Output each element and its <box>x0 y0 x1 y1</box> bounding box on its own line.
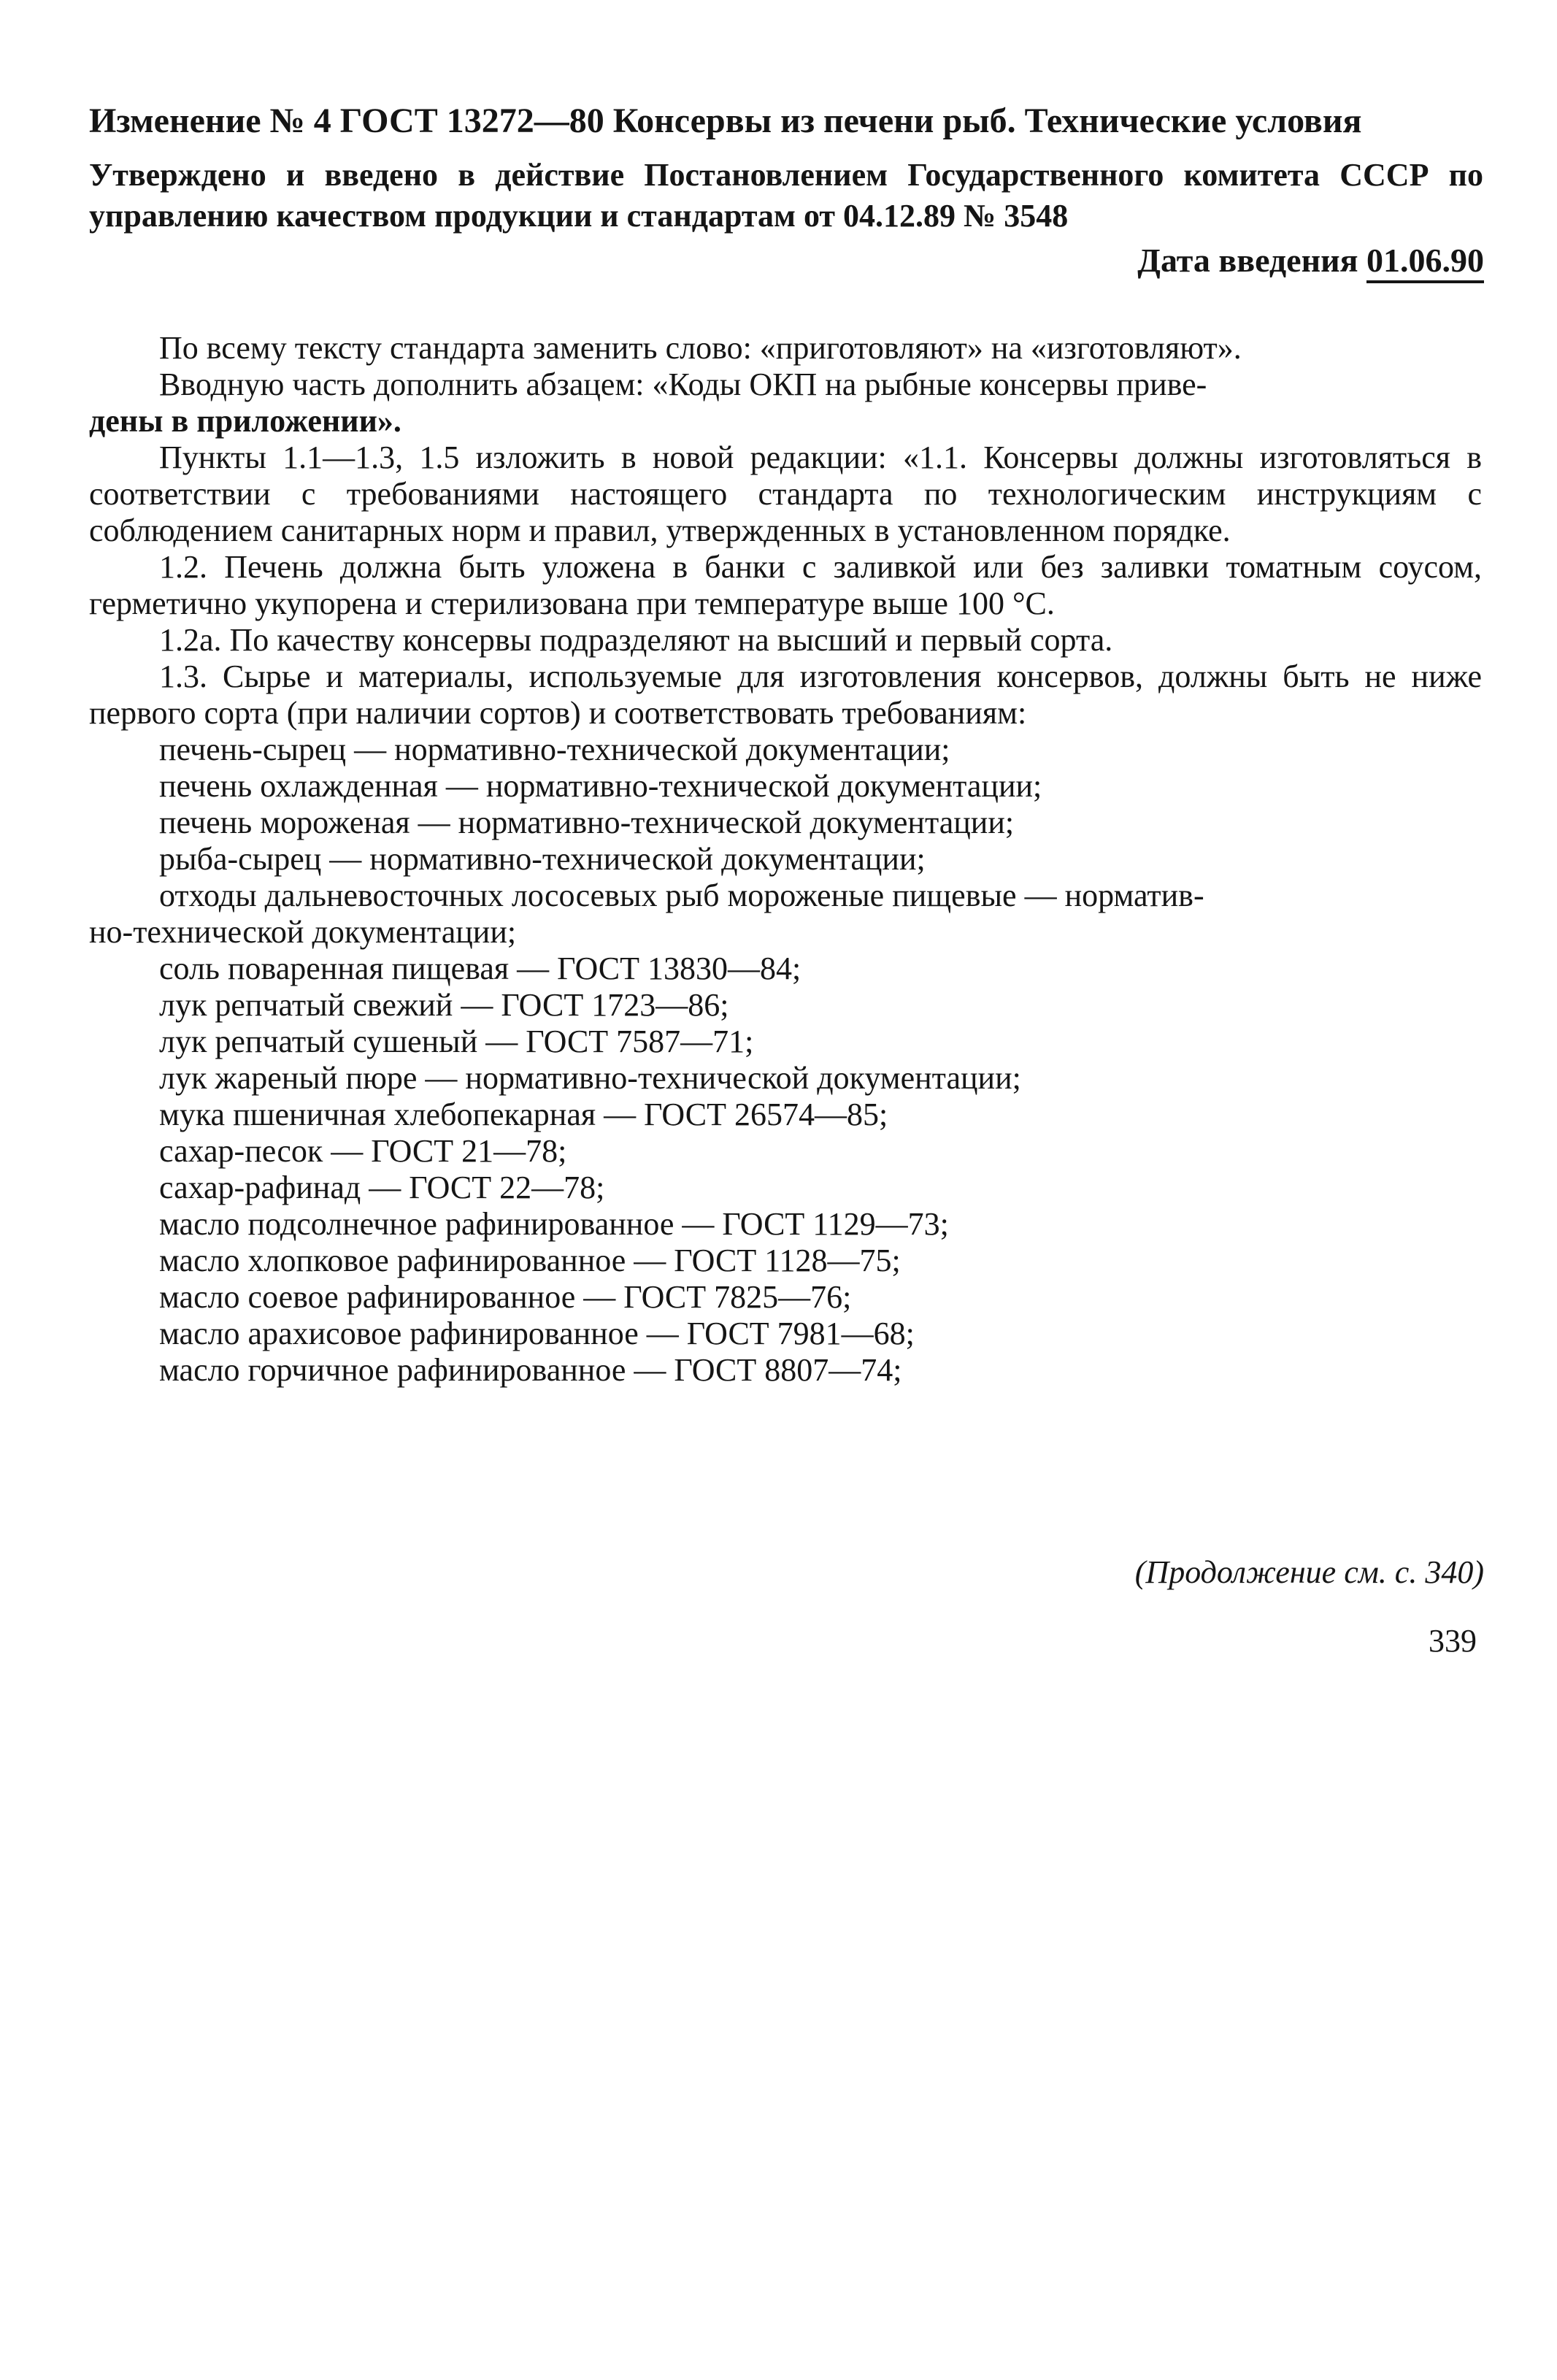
paragraph-clause-1-2a: 1.2а. По качеству консервы подразделяют на высший и первый сорта. <box>159 622 1113 658</box>
paragraph-intro-addition <box>89 366 1482 439</box>
list-item: сахар-рафинад — ГОСТ 22—78; <box>159 1170 605 1205</box>
document-body <box>89 330 1482 1389</box>
list-item: масло подсолнечное рафинированное — ГОСТ 1129—73; <box>159 1206 949 1242</box>
page-number: 339 <box>1429 1623 1477 1659</box>
list-item: масло горчичное рафинированное — ГОСТ 8807—74; <box>159 1352 902 1388</box>
paragraph-clause-1-3: 1.3. Сырье и материалы, используемые для изготовления консервов, должны быть не ниже первого сорта (при наличии сортов) и соответствовать требованиям: <box>89 659 1482 731</box>
paragraph-clause-1-1: Пункты 1.1—1.3, 1.5 изложить в новой редакции: «1.1. Консервы должны изготовляться в соответствии с требованиями настоящего стандарта по технологическим инструкциям с соблюдением санитарных норм и правил, утвержденных в установленном порядке. <box>89 439 1482 548</box>
list-item: мука пшеничная хлебопекарная — ГОСТ 26574—85; <box>159 1097 888 1132</box>
list-item: лук репчатый свежий — ГОСТ 1723—86; <box>159 987 729 1023</box>
list-item: соль поваренная пищевая — ГОСТ 13830—84; <box>159 951 801 986</box>
list-item: сахар-песок — ГОСТ 21—78; <box>159 1133 567 1169</box>
effective-date <box>1137 241 1484 280</box>
list-item: отходы дальневосточных лососевых рыб мороженые пищевые — норматив- <box>159 878 1204 913</box>
paragraph-replace-word: По всему тексту стандарта заменить слово: «приготовляют» на «изготовляют». <box>159 330 1242 366</box>
effective-date-value: 01.06.90 <box>1366 242 1484 283</box>
list-item: лук жареный пюре — нормативно-технической документации; <box>159 1060 1021 1096</box>
list-item: лук репчатый сушеный — ГОСТ 7587—71; <box>159 1024 754 1059</box>
list-item: рыба-сырец — нормативно-технической документации; <box>159 841 926 877</box>
effective-date-label: Дата введения <box>1137 242 1358 279</box>
list-item-continuation: но-технической документации; <box>89 914 517 950</box>
continuation-note: (Продолжение см. с. 340) <box>1134 1554 1484 1590</box>
list-item: масло соевое рафинированное — ГОСТ 7825—76; <box>159 1279 852 1315</box>
list-item: печень-сырец — нормативно-технической документации; <box>159 732 950 767</box>
paragraph-intro-addition-line2: дены в приложении». <box>89 403 401 439</box>
list-item: масло хлопковое рафинированное — ГОСТ 1128—75; <box>159 1243 901 1278</box>
document-title: Изменение № 4 ГОСТ 13272—80 Консервы из печени рыб. Технические условия <box>89 101 1362 140</box>
approval-statement: Утверждено и введено в действие Постановлением Государственного комитета СССР по управлению качеством продукции и стандартам от 04.12.89 № 3548 <box>89 157 1483 234</box>
list-item: масло арахисовое рафинированное — ГОСТ 7981—68; <box>159 1316 915 1351</box>
list-item: печень охлажденная — нормативно-технической документации; <box>159 768 1042 804</box>
paragraph-intro-addition-line1: Вводную часть дополнить абзацем: «Коды ОКП на рыбные консервы приве- <box>159 366 1207 402</box>
paragraph-clause-1-2: 1.2. Печень должна быть уложена в банки с заливкой или без заливки томатным соусом, герметично укупорена и стерилизована при температуре выше 100 °С. <box>89 549 1482 621</box>
list-item: печень мороженая — нормативно-технической документации; <box>159 805 1015 840</box>
